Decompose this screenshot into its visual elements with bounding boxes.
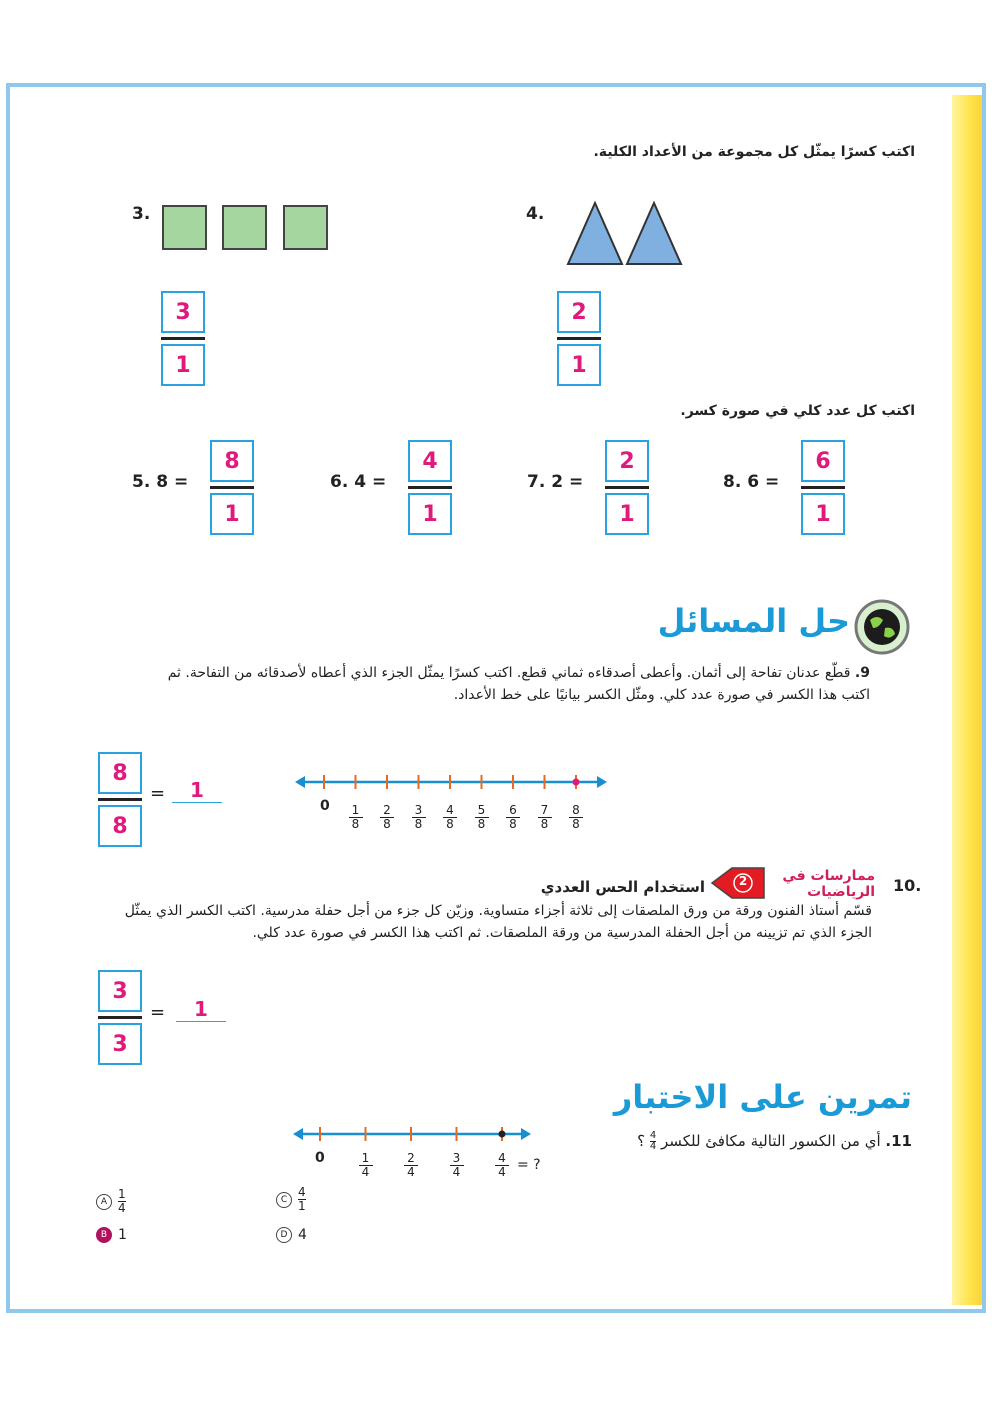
tick-label: 2 4 bbox=[404, 1152, 418, 1179]
math-practice-label: ممارسات في الرياضيات bbox=[782, 868, 875, 900]
denominator-box[interactable]: 1 bbox=[557, 344, 601, 386]
eq-7-label: 7. 2 = bbox=[527, 472, 584, 492]
blue-triangle bbox=[627, 203, 681, 264]
question-mark: ؟ bbox=[637, 1132, 646, 1150]
tick-label: 4 4 bbox=[495, 1152, 509, 1179]
problem-4-label: 4. bbox=[526, 204, 545, 224]
problem-3-label: 3. bbox=[132, 204, 151, 224]
option-a[interactable] bbox=[96, 1188, 126, 1215]
problem-4-fraction bbox=[557, 291, 601, 386]
question-fraction: $\frac{4}{4}$ bbox=[649, 1130, 657, 1152]
eq-5-label: 5. 8 = bbox=[132, 472, 189, 492]
option-c[interactable] bbox=[276, 1186, 306, 1213]
problem-11-text: أي من الكسور التالية مكافئ للكسر bbox=[661, 1132, 881, 1150]
number-line-eighths bbox=[295, 772, 607, 792]
tick-label: 6 8 bbox=[506, 804, 520, 831]
problem-9-body: قطّع عدنان تفاحة إلى أثمان. وأعطى أصدقاءه ثماني قطع. اكتب كسرًا يمثّل الجزء الذي أعطاه لأصدقائه من التفاحة. ثم اكتب هذا الكسر في صورة عدد كلي. ومثّل الكسر بيانيًا على خط الأعداد. bbox=[167, 665, 870, 703]
arrow-head bbox=[293, 1128, 303, 1140]
denominator-box[interactable]: 1 bbox=[605, 493, 649, 535]
test-practice-heading: تمرين على الاختبار bbox=[613, 1078, 912, 1116]
number-line-zero: 0 bbox=[315, 1150, 325, 1166]
tick-label: 5 8 bbox=[475, 804, 489, 831]
equals-sign: = bbox=[150, 1002, 166, 1023]
problem-11-question bbox=[560, 1130, 912, 1152]
fraction-bar bbox=[161, 337, 205, 340]
fraction-bar bbox=[98, 798, 142, 801]
number-line-zero: 0 bbox=[320, 798, 330, 814]
tick-label: 8 8 bbox=[569, 804, 583, 831]
tick-label: 3 4 bbox=[450, 1152, 464, 1179]
problem-10-lead: استخدام الحس العددي bbox=[540, 878, 705, 896]
tick-label: 1 8 bbox=[349, 804, 363, 831]
globe-icon bbox=[853, 598, 911, 656]
option-bubble[interactable]: C bbox=[276, 1192, 292, 1208]
problem-9-answer[interactable]: 1 bbox=[172, 778, 222, 803]
fraction-bar bbox=[98, 1016, 142, 1019]
green-square bbox=[222, 205, 267, 250]
practice-badge-number: 2 bbox=[738, 874, 748, 888]
denominator-box[interactable]: 3 bbox=[98, 1023, 142, 1065]
blue-triangle bbox=[568, 203, 622, 264]
problem-9-text bbox=[140, 662, 870, 706]
numerator-box[interactable]: 3 bbox=[161, 291, 205, 333]
triangles-figure bbox=[565, 200, 685, 266]
numerator-box[interactable]: 2 bbox=[605, 440, 649, 482]
problem-solving-heading: حل المسائل bbox=[657, 602, 850, 640]
problem-10-fraction bbox=[98, 970, 142, 1065]
green-square bbox=[162, 205, 207, 250]
option-bubble[interactable]: A bbox=[96, 1194, 112, 1210]
numerator-box[interactable]: 3 bbox=[98, 970, 142, 1012]
denominator-box[interactable]: 1 bbox=[408, 493, 452, 535]
instruction-1: اكتب كسرًا يمثّل كل مجموعة من الأعداد الكلية. bbox=[593, 144, 915, 160]
tick-label: 2 8 bbox=[380, 804, 394, 831]
tick-label: 3 8 bbox=[412, 804, 426, 831]
number-line-suffix: = ? bbox=[517, 1157, 541, 1173]
problem-3-fraction bbox=[161, 291, 205, 386]
eq-8-label: 8. 6 = bbox=[723, 472, 780, 492]
denominator-box[interactable]: 1 bbox=[801, 493, 845, 535]
number-line-fourths bbox=[293, 1124, 531, 1144]
arrow-head bbox=[597, 776, 607, 788]
numerator-box[interactable]: 6 bbox=[801, 440, 845, 482]
tick-label: 4 8 bbox=[443, 804, 457, 831]
option-b[interactable] bbox=[96, 1227, 127, 1243]
eq-5-fraction bbox=[210, 440, 254, 535]
numerator-box[interactable]: 2 bbox=[557, 291, 601, 333]
numerator-box[interactable]: 8 bbox=[98, 752, 142, 794]
arrow-head bbox=[521, 1128, 531, 1140]
denominator-box[interactable]: 8 bbox=[98, 805, 142, 847]
option-value: 1 bbox=[118, 1227, 127, 1243]
denominator-box[interactable]: 1 bbox=[210, 493, 254, 535]
denominator-box[interactable]: 1 bbox=[161, 344, 205, 386]
fraction-bar bbox=[605, 486, 649, 489]
numerator-box[interactable]: 8 bbox=[210, 440, 254, 482]
green-square bbox=[283, 205, 328, 250]
option-d[interactable] bbox=[276, 1227, 307, 1243]
problem-9-number: 9. bbox=[854, 665, 870, 681]
problem-10-answer[interactable]: 1 bbox=[176, 997, 226, 1022]
eq-6-fraction bbox=[408, 440, 452, 535]
fraction-bar bbox=[801, 486, 845, 489]
numerator-box[interactable]: 4 bbox=[408, 440, 452, 482]
problem-10-number: 10. bbox=[893, 876, 922, 895]
arrow-head bbox=[295, 776, 305, 788]
option-fraction: 1 4 bbox=[118, 1187, 126, 1215]
option-value: 4 bbox=[298, 1227, 307, 1243]
plotted-point bbox=[499, 1131, 506, 1138]
fraction-bar bbox=[408, 486, 452, 489]
fraction-bar bbox=[210, 486, 254, 489]
option-bubble-selected[interactable]: B bbox=[96, 1227, 112, 1243]
option-fraction: 4 1 bbox=[298, 1185, 306, 1213]
option-bubble[interactable]: D bbox=[276, 1227, 292, 1243]
tick-label: 1 4 bbox=[359, 1152, 373, 1179]
eq-8-fraction bbox=[801, 440, 845, 535]
plotted-point bbox=[573, 779, 580, 786]
eq-6-label: 6. 4 = bbox=[330, 472, 387, 492]
problem-10-body: قسّم أستاذ الفنون ورقة من ورق الملصقات إلى ثلاثة أجزاء متساوية. وزيّن كل جزء من أجل حفلة مدرسية. اكتب الكسر الذي يمثّل الجزء الذي تم تزيينه من أجل الحفلة المدرسية من ورقة الملصقات. ثم اكتب هذا الكسر في صورة عدد كلي. bbox=[124, 903, 872, 941]
problem-11-number: 11. bbox=[885, 1132, 912, 1150]
problem-9-fraction bbox=[98, 752, 142, 847]
equals-sign: = bbox=[150, 783, 166, 804]
eq-7-fraction bbox=[605, 440, 649, 535]
tick-label: 7 8 bbox=[538, 804, 552, 831]
instruction-2: اكتب كل عدد كلي في صورة كسر. bbox=[680, 403, 915, 419]
copyright-note bbox=[44, 950, 54, 1260]
fraction-bar bbox=[557, 337, 601, 340]
side-color-strip bbox=[952, 95, 982, 1305]
